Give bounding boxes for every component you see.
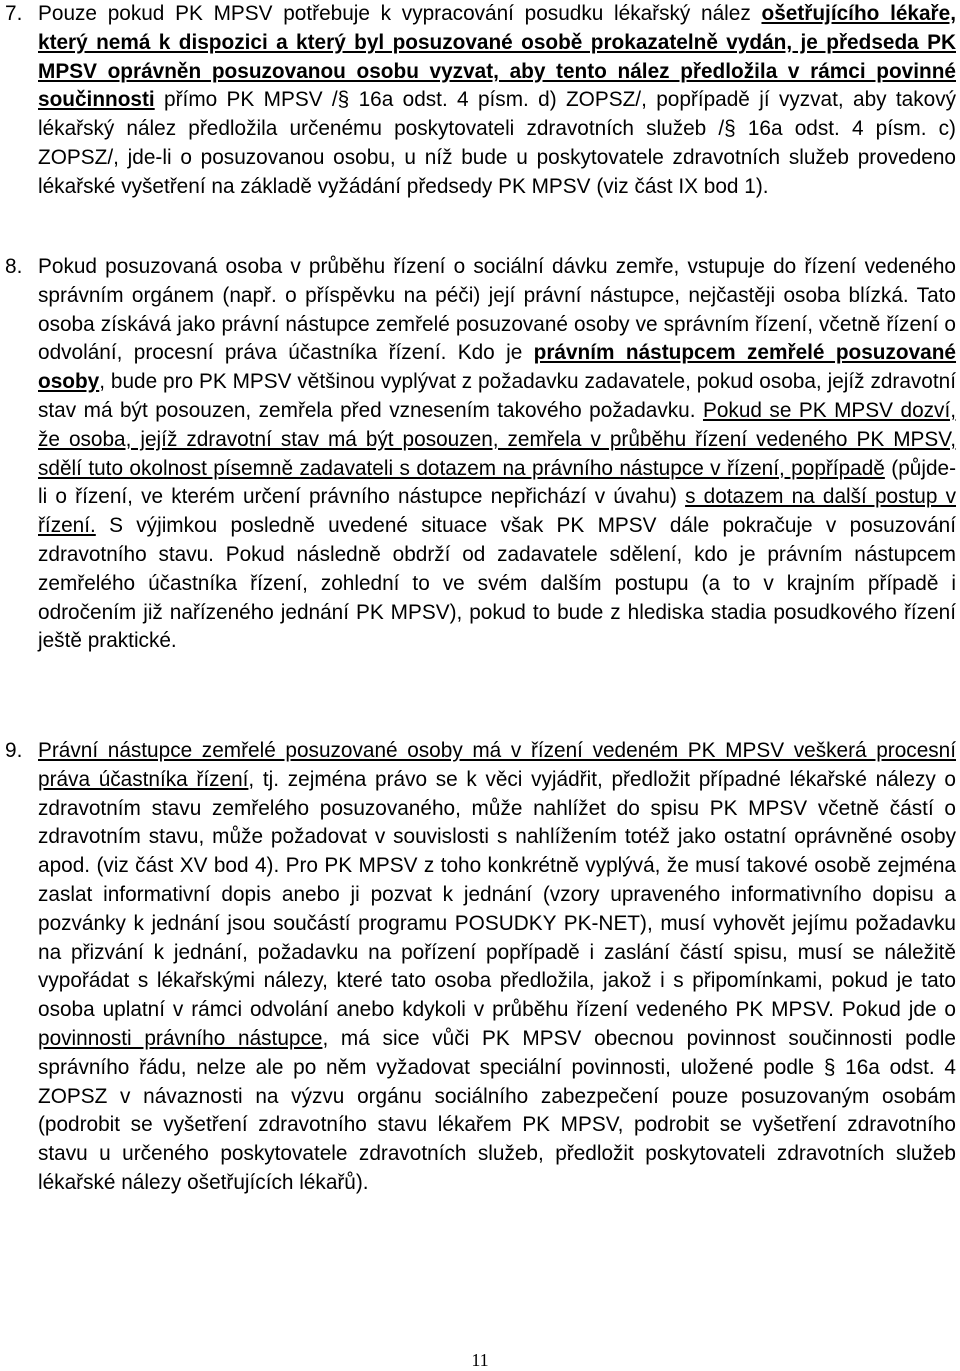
item-number: 8.: [5, 255, 23, 278]
text-segment-underlined: Právní nástupce zemřelé posuzované osoby má v řízení vedeném PK MPSV veškerá procesní práva účastníka řízení: [38, 739, 956, 791]
page-number: 11: [471, 1350, 489, 1370]
item-paragraph: [38, 0, 956, 202]
text-segment: S výjimkou posledně uvedené situace však PK MPSV dále pokračuje v posuzování zdravotního stavu. Pokud následně obdrží od zadavatele sdělení, kdo je právním nástupcem zemřelého účastníka řízení, zohlední to ve svém dalším postupu (a to v krajním případě i odročením již nařízeného jednání PK MPSV), pokud to bude z hlediska stadia posudkového řízení ještě praktické.: [38, 514, 956, 653]
item-number: 9.: [5, 739, 23, 762]
text-segment: přímo PK MPSV /§ 16a odst. 4 písm. d) ZOPSZ/, popřípadě jí vyzvat, aby takový lékařský nález předložila určenému poskytovateli zdravotních služeb /§ 16a odst. 4 písm. c) ZOPSZ/, jde-li o posuzovanou osobu, u níž bude u poskytovatele zdravotních služeb provedeno lékařské vyšetření na základě vyžádání předsedy PK MPSV (viz část IX bod 1).: [38, 88, 956, 198]
text-segment-underlined: Pokud se PK MPSV dozví, že osoba, jejíž zdravotní stav má být posouzen, zemřela v průběhu řízení vedeného PK MPSV, sdělí tuto okolnost písemně zadavateli s dotazem na právního nástupce v řízení, popřípadě: [38, 398, 956, 480]
text-segment: , tj. zejména právo se k věci vyjádřit, předložit případné lékařské nálezy o zdravotním stavu zemřelého posuzovaného, může nahlížet do spisu PK MPSV včetně částí o zdravotním stavu, může požadovat v souvislosti s nahlížením totéž jako ostatní oprávněné osoby apod. (viz část XV bod 4). Pro PK MPSV z toho konkrétně vyplývá, že musí takové osobě zejména zaslat informativní dopis anebo ji pozvat k jednání (vzory upraveného informativního dopisu a pozvánky k jednání jsou součástí programu POSUDKY PK-NET), musí vyhovět jejímu požadavku na přizvání k jednání, požadavku na pořízení popřípadě i zaslání částí spisu, musí se náležitě vypořádat s lékařskými nálezy, které tato osoba předložila, jakož i s připomínkami, pokud je tato osoba uplatní v rámci odvolání anebo kdykoli v průběhu řízení vedeného PK MPSV. Pokud jde o: [38, 767, 956, 1022]
text-segment-underlined: povinnosti právního nástupce: [38, 1026, 323, 1050]
text-segment-underlined: s dotazem na další postup v řízení.: [38, 485, 956, 538]
item-paragraph: [38, 253, 956, 656]
item-paragraph: [38, 737, 956, 1198]
text-segment: Pokud posuzovaná osoba v průběhu řízení o sociální dávku zemře, vstupuje do řízení vedeného správním orgánem (např. o příspěvku na péči) její právní nástupce, nejčastěji osoba blízká. Tato osoba získává jako právní nástupce zemřelé posuzované osoby ve správním řízení, včetně řízení o odvolání, procesní práva účastníka řízení. Kdo je: [38, 255, 956, 365]
text-segment: Pouze pokud PK MPSV potřebuje k vypracování posudku lékařský nález: [38, 2, 762, 25]
text-segment: , má sice vůči PK MPSV obecnou povinnost součinnosti podle správního řádu, nelze ale po něm vyžadovat speciální povinnosti, uložené podle § 16a odst. 4 ZOPSZ v návaznosti na výzvu orgánu sociálního zabezpečení pouze posuzovaným osobám (podrobit se vyšetření zdravotního stavu lékařem PK MPSV, podrobit se vyšetření zdravotního stavu u určeného poskytovatele zdravotních služeb, předložit poskytovateli zdravotních služeb lékařské nálezy ošetřujících lékařů).: [38, 1026, 956, 1194]
text-segment: , bude pro PK MPSV většinou vyplývat z požadavku zadavatele, pokud osoba, jejíž zdravotní stav má být posouzen, zemřela před vznesením takového požadavku.: [38, 370, 956, 422]
text-segment-bold-underlined: právním nástupcem zemřelé posuzované osoby: [38, 341, 957, 394]
text-segment-bold-underlined: ošetřujícího lékaře, který nemá k dispozici a který byl posuzované osobě prokazatelně vydán, je předseda PK MPSV oprávněn posuzovanou osobu vyzvat, aby tento nález předložila v rámci povinné součinnosti: [38, 2, 956, 112]
text-segment: (půjde-li o řízení, ve kterém určení právního nástupce nepřichází v úvahu): [38, 456, 957, 509]
item-number: 7.: [5, 2, 23, 25]
